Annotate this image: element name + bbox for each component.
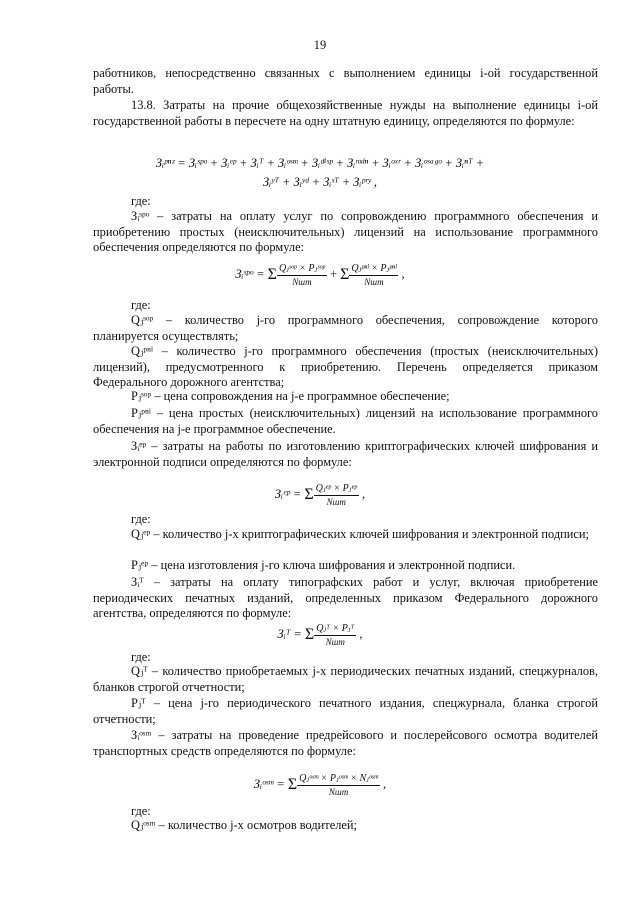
formula-crypto: Зᵢᵉᵖ = Σ $\frac{\text{Qⱼᵉᵖ × Pⱼᵉᵖ}}{\text{Nшт}}$ , xyxy=(274,483,366,507)
where-label: где: xyxy=(131,512,151,526)
formula-medical-lhs: Зᵢᵒˢᵐ = xyxy=(253,776,288,791)
sum-symbol: Σ xyxy=(304,486,314,504)
paragraph-13-8: 13.8. Затраты на прочие общехозяйственные нужды на выполнение единицы i-ой государственной работы в пересчете на одну штатную единицу, определяются по формуле: xyxy=(93,98,598,128)
fraction-numerator: Qⱼˢᵒᵖ × Pⱼˢᵒᵖ xyxy=(278,263,325,274)
fraction-denominator: Nшт xyxy=(292,277,312,287)
formula-medical-check: Зᵢᵒˢᵐ = Σ $\frac{\text{Qⱼᵒˢᵐ × Pⱼᵒˢᵐ × Nⱼᵒˢᵐ}}{\text{Nшт}}$ , xyxy=(253,773,387,797)
definition-p-sop: Pⱼˢᵒᵖ – цена сопровождения на j-е программное обеспечение; xyxy=(131,389,450,403)
fraction-software-licenses xyxy=(349,262,398,288)
fraction-denominator: Nшт xyxy=(328,787,349,797)
fraction-crypto xyxy=(314,482,359,508)
formula-other-expenses-line2: Зᵢʸᵀ + Зᵢʸᵈ + Зᵢˢᵀ + Зᵢᵖʳʸ , xyxy=(262,175,377,189)
sum-symbol: Σ xyxy=(267,266,277,284)
definition-medical-check: Зᵢᵒˢᵐ – затраты на проведение предрейсового и послерейсового осмотра водителей транспортных средств определяются по формуле: xyxy=(93,728,598,758)
definition-q-pnl: Qⱼᵖⁿˡ – количество j-го программного обеспечения (простых (неисключительных) лицензий), предусмотренного к приобретению. Перечень определяется приказом Федерального дорожного агентства; xyxy=(93,344,598,390)
sum-symbol: Σ xyxy=(340,266,350,284)
formula-software-lhs: Зᵢˢᵖᵒ = xyxy=(235,266,268,281)
definition-software-support: Зᵢˢᵖᵒ – затраты на оплату услуг по сопровождению программного обеспечения и приобретению простых (неисключительных) лицензий на использование программного обеспечения определяются по формуле: xyxy=(93,209,598,255)
where-label: где: xyxy=(131,298,151,312)
formula-typography-lhs: Зᵢᵀ = xyxy=(277,626,305,641)
where-label: где: xyxy=(131,650,151,664)
definition-p-pnl: Pⱼᵖⁿˡ – цена простых (неисключительных) лицензий на использование программного обеспечения на j-е программное обеспечение. xyxy=(93,406,598,436)
definition-p-ep: Pⱼᵉᵖ – цена изготовления j-го ключа шифрования и электронной подписи. xyxy=(131,558,516,572)
definition-q-osm: Qⱼᵒˢᵐ – количество j-х осмотров водителей; xyxy=(131,818,357,832)
formula-crypto-lhs: Зᵢᵉᵖ = xyxy=(274,486,305,501)
formula-software: Зᵢˢᵖᵒ = Σ $\frac{\text{Qⱼˢᵒᵖ × Pⱼˢᵒᵖ}}{\text{Nшт}}$ + Σ $\frac{\text{Qⱼᵖⁿˡ × Pⱼᵖⁿˡ}}{\text{Nшт}}$ , xyxy=(235,263,405,287)
definition-q-t: Qⱼᵀ – количество приобретаемых j-х периодических печатных изданий, спецжурналов, бланков строгой отчетности; xyxy=(93,664,598,694)
definition-q-sop: Qⱼˢᵒᵖ – количество j-го программного обеспечения, сопровождение которого планируется осуществлять; xyxy=(93,313,598,343)
page-number: 19 xyxy=(313,38,327,52)
paragraph-workers-end: работников, непосредственно связанных с выполнением единицы i-ой государственной работы. xyxy=(93,66,598,96)
fraction-software-support xyxy=(277,262,327,288)
fraction-medical-check xyxy=(297,772,380,798)
fraction-numerator: Qⱼᵒˢᵐ × Pⱼᵒˢᵐ × Nⱼᵒˢᵐ xyxy=(299,773,378,784)
definition-typography: Зᵢᵀ – затраты на оплату типографских работ и услуг, включая приобретение периодических печатных изданий, определенных приказом Федерального дорожного агентства, определяются по формуле: xyxy=(93,575,598,621)
formula-typography: Зᵢᵀ = Σ $\frac{\text{Qⱼᵀ × Pⱼᵀ}}{\text{Nшт}}$ , xyxy=(277,623,363,647)
fraction-numerator: Qⱼᵉᵖ × Pⱼᵉᵖ xyxy=(315,483,357,494)
definition-crypto-keys: Зᵢᵉᵖ – затраты на работы по изготовлению криптографических ключей шифрования и электронной подписи определяются по формуле: xyxy=(93,439,598,469)
sum-symbol: Σ xyxy=(304,626,315,644)
where-label: где: xyxy=(131,804,151,818)
fraction-denominator: Nшт xyxy=(326,497,346,507)
fraction-numerator: Qⱼᵖⁿˡ × Pⱼᵖⁿˡ xyxy=(351,263,397,274)
fraction-denominator: Nшт xyxy=(364,277,384,287)
fraction-numerator: Qⱼᵀ × Pⱼᵀ xyxy=(316,623,355,634)
where-label: где: xyxy=(131,194,151,208)
fraction-denominator: Nшт xyxy=(325,637,345,647)
definition-q-ep: Qⱼᵉᵖ – количество j-х криптографических ключей шифрования и электронной подписи; xyxy=(131,527,589,541)
sum-symbol: Σ xyxy=(287,776,298,794)
definition-p-t: Pⱼᵀ – цена j-го периодического печатного издания, спецжурнала, бланка строгой отчетности; xyxy=(93,696,598,726)
fraction-typography xyxy=(314,622,356,648)
formula-other-expenses-line1: Зᵢᵖⁿᶻ = Зᵢˢᵖᵒ + Зᵢᵉᵖ + Зᵢᵀ + Зᵢᵒˢᵐ + Зᵢᵈⁱˢᵖ + Зᵢᵐᵈⁿ + Зᵢᵒˣʳ + Зᵢᵒˢᵃᵍᵒ + Зᵢⁿᵀ + xyxy=(155,156,485,170)
